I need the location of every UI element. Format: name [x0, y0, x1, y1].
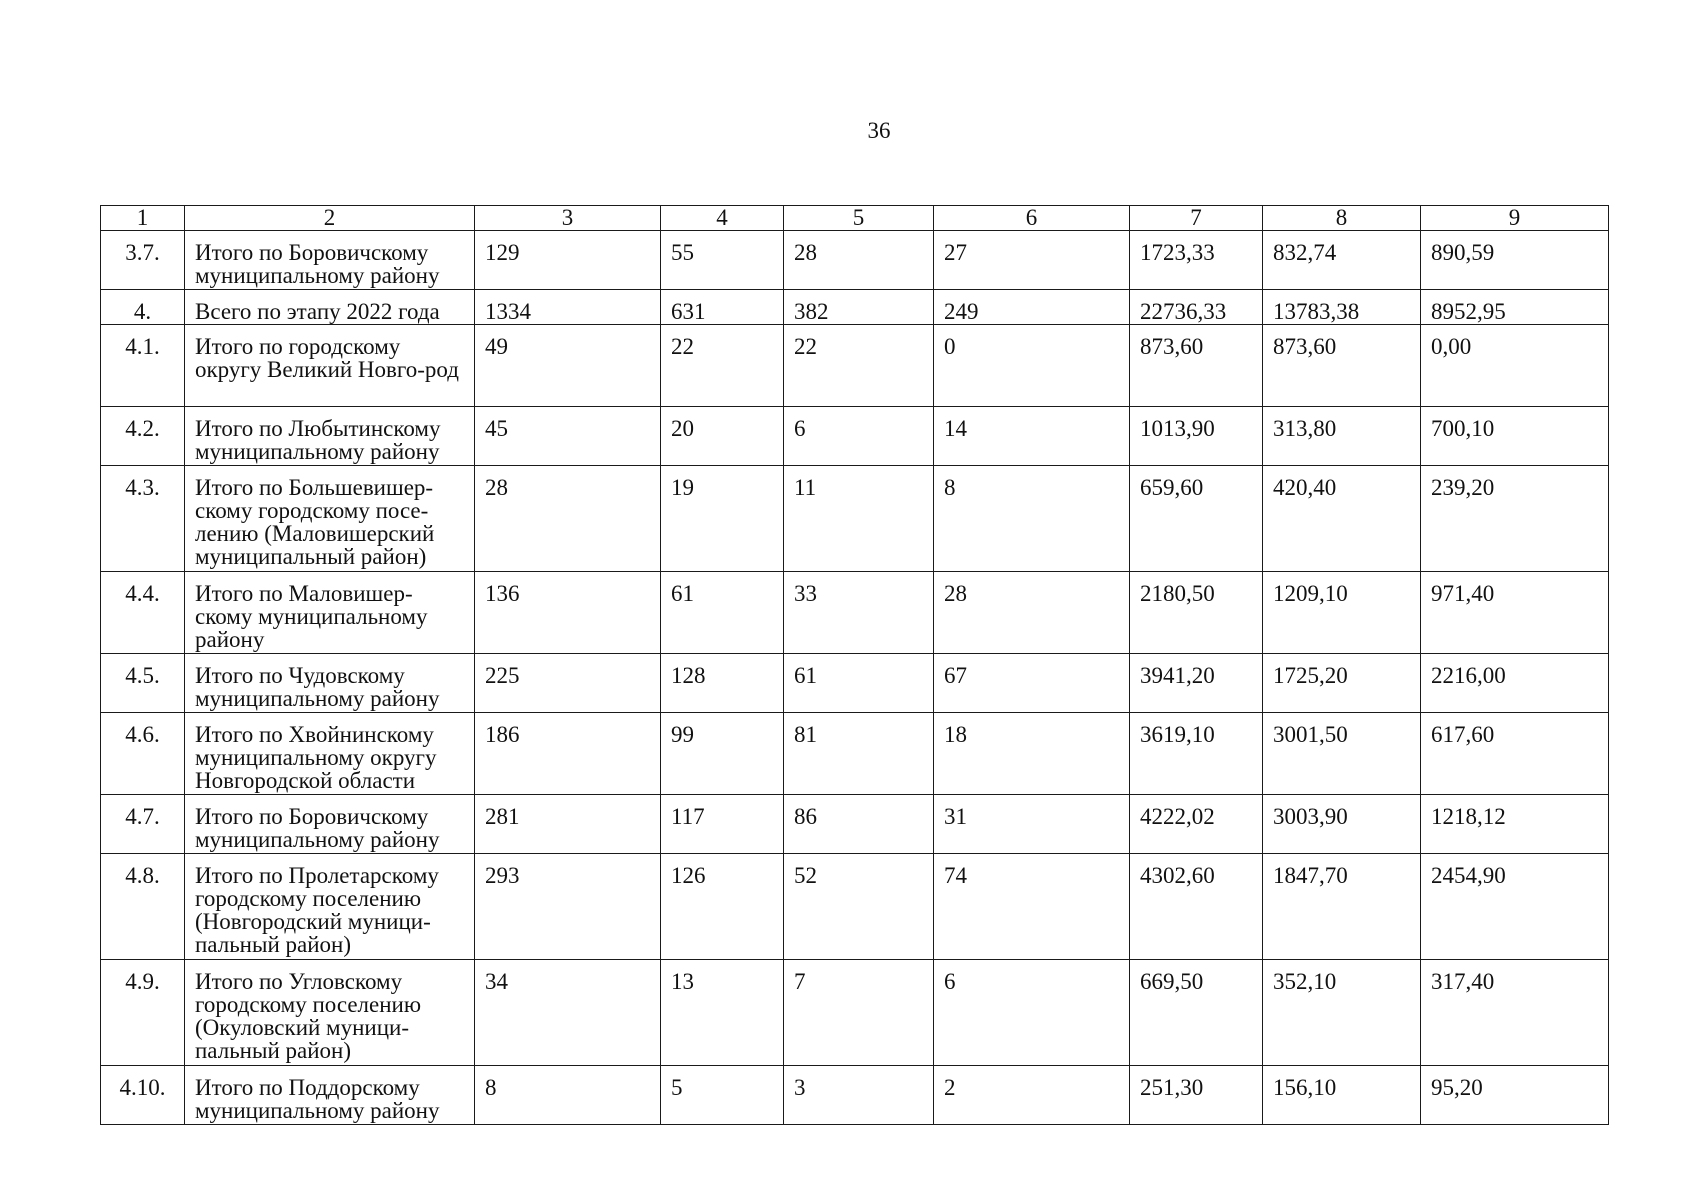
col6-value: 8 [934, 466, 1130, 572]
row-name: Итого по Боровичскому муниципальному району [185, 231, 475, 290]
column-header: 7 [1130, 206, 1263, 231]
col4-value: 19 [661, 466, 784, 572]
col8-value: 420,40 [1263, 466, 1421, 572]
col7-value: 873,60 [1130, 325, 1263, 407]
row-name: Итого по Хвойнинскому муниципальному округу Новгородской области [185, 713, 475, 795]
col3-value: 293 [475, 854, 661, 960]
row-number: 4.2. [101, 407, 185, 466]
table-row [101, 960, 1609, 1066]
table-body [101, 231, 1609, 1125]
col6-value: 27 [934, 231, 1130, 290]
col3-value: 45 [475, 407, 661, 466]
col5-value: 33 [784, 572, 934, 654]
table-row [101, 1066, 1609, 1125]
col9-value: 700,10 [1421, 407, 1609, 466]
row-name: Итого по Пролетарскому городскому поселению (Новгородский муници-пальный район) [185, 854, 475, 960]
column-header: 2 [185, 206, 475, 231]
col8-value: 1847,70 [1263, 854, 1421, 960]
row-name: Итого по Боровичскому муниципальному району [185, 795, 475, 854]
table-row [101, 854, 1609, 960]
col7-value: 669,50 [1130, 960, 1263, 1066]
column-header: 9 [1421, 206, 1609, 231]
row-name: Итого по Чудовскому муниципальному району [185, 654, 475, 713]
col4-value: 61 [661, 572, 784, 654]
row-number: 4.6. [101, 713, 185, 795]
col5-value: 61 [784, 654, 934, 713]
col9-value: 0,00 [1421, 325, 1609, 407]
col8-value: 313,80 [1263, 407, 1421, 466]
col5-value: 11 [784, 466, 934, 572]
col9-value: 95,20 [1421, 1066, 1609, 1125]
col4-value: 128 [661, 654, 784, 713]
col6-value: 31 [934, 795, 1130, 854]
column-header: 8 [1263, 206, 1421, 231]
row-number: 4.4. [101, 572, 185, 654]
row-name: Итого по Большевишер-скому городскому посе-лению (Маловишерский муниципальный район) [185, 466, 475, 572]
col9-value: 617,60 [1421, 713, 1609, 795]
column-header: 3 [475, 206, 661, 231]
col8-value: 832,74 [1263, 231, 1421, 290]
row-number: 4. [101, 290, 185, 325]
col5-value: 52 [784, 854, 934, 960]
col5-value: 6 [784, 407, 934, 466]
col9-value: 239,20 [1421, 466, 1609, 572]
row-number: 4.9. [101, 960, 185, 1066]
col4-value: 13 [661, 960, 784, 1066]
col4-value: 631 [661, 290, 784, 325]
col4-value: 126 [661, 854, 784, 960]
table-row [101, 231, 1609, 290]
row-number: 4.1. [101, 325, 185, 407]
col6-value: 0 [934, 325, 1130, 407]
col8-value: 873,60 [1263, 325, 1421, 407]
col3-value: 28 [475, 466, 661, 572]
col8-value: 3001,50 [1263, 713, 1421, 795]
column-header: 5 [784, 206, 934, 231]
col5-value: 3 [784, 1066, 934, 1125]
row-number: 4.3. [101, 466, 185, 572]
row-number: 4.7. [101, 795, 185, 854]
col3-value: 1334 [475, 290, 661, 325]
col9-value: 971,40 [1421, 572, 1609, 654]
row-name: Итого по Поддорскому муниципальному району [185, 1066, 475, 1125]
col9-value: 2216,00 [1421, 654, 1609, 713]
col3-value: 34 [475, 960, 661, 1066]
col7-value: 4222,02 [1130, 795, 1263, 854]
table-row [101, 325, 1609, 407]
row-name: Итого по Угловскому городскому поселению (Окуловский муници-пальный район) [185, 960, 475, 1066]
col3-value: 186 [475, 713, 661, 795]
col6-value: 28 [934, 572, 1130, 654]
col4-value: 117 [661, 795, 784, 854]
table-row [101, 654, 1609, 713]
col9-value: 2454,90 [1421, 854, 1609, 960]
col5-value: 382 [784, 290, 934, 325]
row-name: Всего по этапу 2022 года [185, 290, 475, 325]
col6-value: 18 [934, 713, 1130, 795]
col5-value: 81 [784, 713, 934, 795]
col4-value: 22 [661, 325, 784, 407]
col8-value: 1725,20 [1263, 654, 1421, 713]
col5-value: 28 [784, 231, 934, 290]
col5-value: 22 [784, 325, 934, 407]
col7-value: 3619,10 [1130, 713, 1263, 795]
table-row [101, 290, 1609, 325]
row-name: Итого по городскому округу Великий Новго-род [185, 325, 475, 407]
row-name: Итого по Любытинскому муниципальному району [185, 407, 475, 466]
col6-value: 67 [934, 654, 1130, 713]
col7-value: 4302,60 [1130, 854, 1263, 960]
col5-value: 86 [784, 795, 934, 854]
col6-value: 74 [934, 854, 1130, 960]
column-header: 4 [661, 206, 784, 231]
col4-value: 55 [661, 231, 784, 290]
col6-value: 6 [934, 960, 1130, 1066]
col7-value: 251,30 [1130, 1066, 1263, 1125]
row-number: 4.10. [101, 1066, 185, 1125]
col7-value: 659,60 [1130, 466, 1263, 572]
table-row [101, 713, 1609, 795]
col9-value: 317,40 [1421, 960, 1609, 1066]
col6-value: 249 [934, 290, 1130, 325]
col8-value: 13783,38 [1263, 290, 1421, 325]
col9-value: 1218,12 [1421, 795, 1609, 854]
col7-value: 2180,50 [1130, 572, 1263, 654]
col8-value: 3003,90 [1263, 795, 1421, 854]
col5-value: 7 [784, 960, 934, 1066]
col7-value: 1013,90 [1130, 407, 1263, 466]
col7-value: 3941,20 [1130, 654, 1263, 713]
col3-value: 225 [475, 654, 661, 713]
column-header: 1 [101, 206, 185, 231]
table-row [101, 572, 1609, 654]
col4-value: 5 [661, 1066, 784, 1125]
col3-value: 281 [475, 795, 661, 854]
row-name: Итого по Маловишер-скому муниципальному району [185, 572, 475, 654]
col3-value: 8 [475, 1066, 661, 1125]
data-table [100, 205, 1609, 1125]
col8-value: 352,10 [1263, 960, 1421, 1066]
col6-value: 2 [934, 1066, 1130, 1125]
table-row [101, 466, 1609, 572]
table-row [101, 407, 1609, 466]
row-number: 4.5. [101, 654, 185, 713]
col3-value: 49 [475, 325, 661, 407]
col7-value: 1723,33 [1130, 231, 1263, 290]
col9-value: 8952,95 [1421, 290, 1609, 325]
table-row [101, 795, 1609, 854]
col7-value: 22736,33 [1130, 290, 1263, 325]
col4-value: 20 [661, 407, 784, 466]
column-header: 6 [934, 206, 1130, 231]
page-number: 36 [867, 118, 891, 143]
column-number-row [101, 206, 1609, 231]
col3-value: 136 [475, 572, 661, 654]
col8-value: 1209,10 [1263, 572, 1421, 654]
col4-value: 99 [661, 713, 784, 795]
row-number: 3.7. [101, 231, 185, 290]
col6-value: 14 [934, 407, 1130, 466]
col8-value: 156,10 [1263, 1066, 1421, 1125]
row-number: 4.8. [101, 854, 185, 960]
col3-value: 129 [475, 231, 661, 290]
col9-value: 890,59 [1421, 231, 1609, 290]
